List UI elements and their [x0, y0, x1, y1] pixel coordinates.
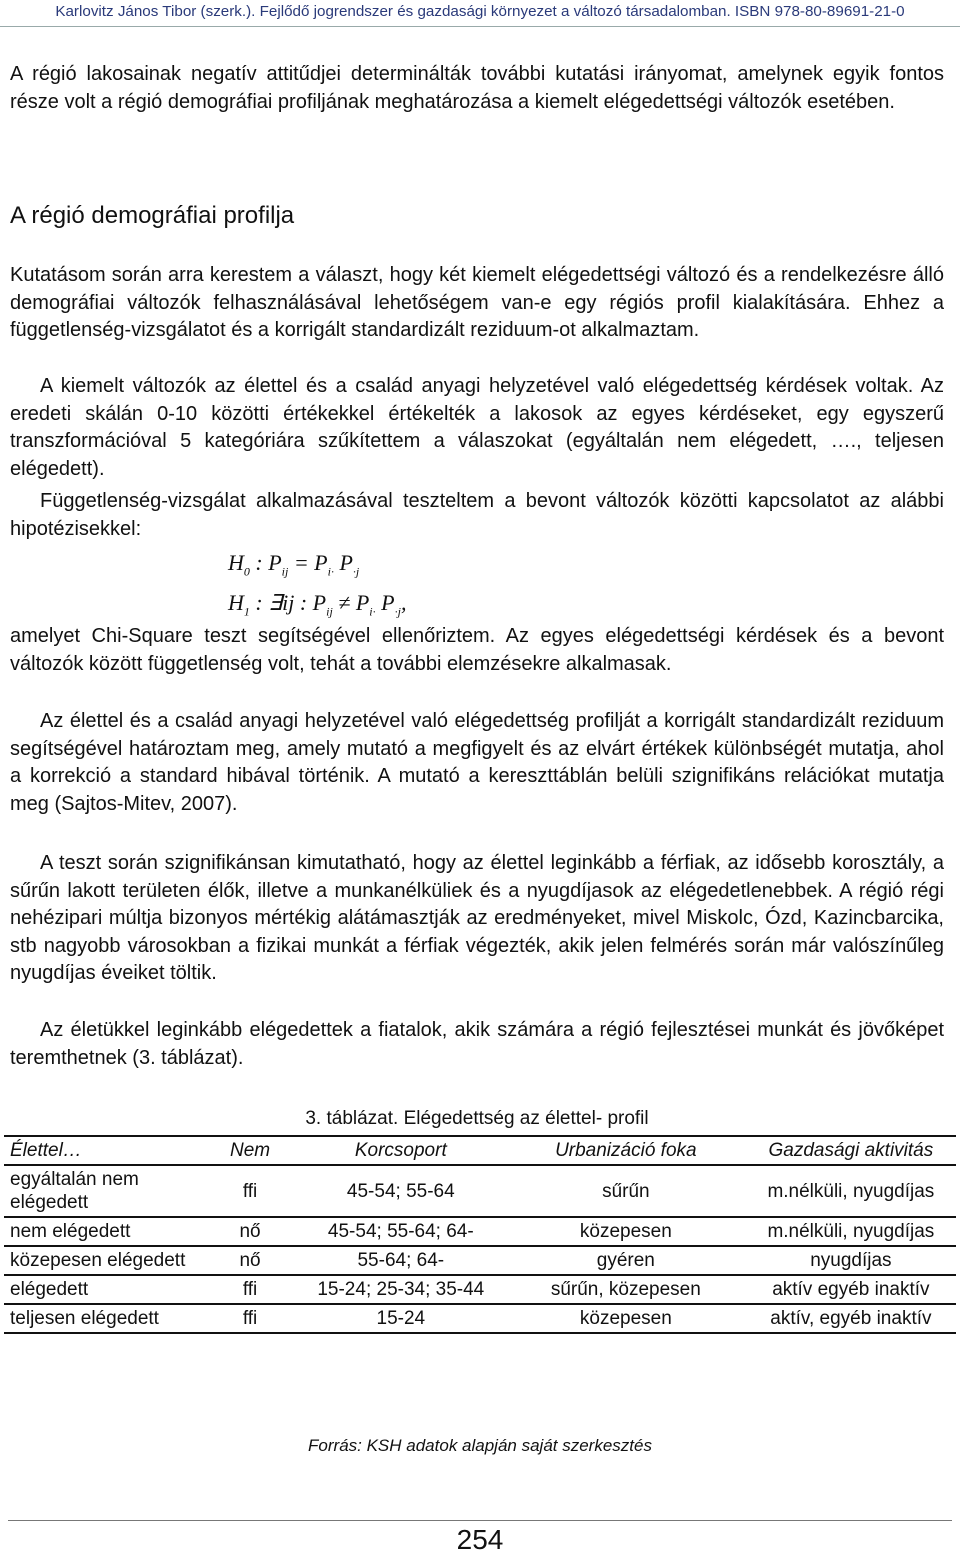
table-row: teljesen elégedett ffi 15-24 közepesen aktív, egyéb inaktív: [4, 1304, 956, 1333]
paragraph-6: A teszt során szignifikánsan kimutatható, hogy az élettel leginkább a férfiak, az idősebb korosztály, a sűrűn lakott területen élők, illetve a munkanélküliek és a nyugdíjasok az elégedetlenebbek. A régió régi nehézipari múltja bizonyos mértékig alátámasztják az eredményeket, mivel Miskolc, Ózd, Kazincbarcika, stb nagyobb városokban a fizikai munkát a férfiak végezték, akik jelen felmérés során már valószínűleg nyugdíjas éveiket töltik.: [10, 852, 944, 984]
paragraph-1: Kutatásom során arra kerestem a választ, hogy két kiemelt elégedettségi változó és a rendelkezésre álló demográfiai változók felhasználásával lehetőségem van-e egy régiós profil kialakítására. Ehhez a függetlenség-vizsgálatot és a korrigált standardizált reziduum-ot alkalmaztam.: [10, 264, 944, 341]
header-korcsoport: Korcsoport: [354, 1140, 447, 1161]
hypothesis-h0: $H_0$ : $P_{ij} = P_{i\cdot}$ $P_{\cdot j}$: [228, 550, 360, 579]
paragraph-5: Az élettel és a család anyagi helyzetével való elégedettség profilját a korrigált standardizált reziduum segítségével határoztam meg, amely mutató a megfigyelt és az elvárt értékek különbségét mutatja, ahol a korrekció a standard hibával történik. A mutató a kereszttáblán belüli szignifikáns relációkat mutatja meg (Sajtos-Mitev, 2007).: [10, 710, 944, 815]
hypothesis-h1: $H_1$ : ∃ij : $P_{ij} \ne P_{i\cdot}$ $P_{\cdot j}$,: [228, 590, 407, 619]
section-title: A régió demográfiai profilja: [10, 202, 295, 229]
header-nem: Nem: [229, 1140, 271, 1161]
paragraph-4: amelyet Chi-Square teszt segítségével ellenőriztem. Az egyes elégedettségi kérdések és a bevont változók között függetlenség volt, tehát a további elemzésekre alkalmasak.: [10, 625, 944, 675]
paragraph-3: Függetlenség-vizsgálat alkalmazásával teszteltem a bevont változók közötti kapcsolatot az alábbi hipotézisekkel:: [10, 490, 944, 540]
paragraph-7: Az életükkel leginkább elégedettek a fiatalok, akik számára a régió fejlesztései munkát és jövőképet teremthetnek (3. táblázat).: [10, 1019, 944, 1069]
header-elettel: Élettel…: [10, 1140, 82, 1161]
header-gazdasagi-aktivitas: Gazdasági aktivitás: [768, 1140, 934, 1161]
footer-divider: [8, 1520, 952, 1521]
table-row: elégedett ffi 15-24; 25-34; 35-44 sűrűn, közepesen aktív egyéb inaktív: [4, 1275, 956, 1304]
profile-table: [4, 1135, 956, 1334]
table-caption: 3. táblázat. Elégedettség az élettel- profil: [305, 1108, 649, 1129]
table-row: közepesen elégedett nő 55-64; 64- gyéren nyugdíjas: [4, 1246, 956, 1275]
header-urbanizacio: Urbanizáció foka: [555, 1140, 697, 1161]
table-source: Forrás: KSH adatok alapján saját szerkesztés: [308, 1436, 652, 1455]
table-row: nem elégedett nő 45-54; 55-64; 64- közepesen m.nélküli, nyugdíjas: [4, 1217, 956, 1246]
intro-paragraph: A régió lakosainak negatív attitűdjei determinálták további kutatási irányomat, amelynek egyik fontos része volt a régió demográfiai profiljának meghatározása a kiemelt elégedettségi változók esetében.: [10, 63, 944, 113]
page-number: 254: [456, 1524, 504, 1555]
table-header-row: [4, 1136, 956, 1165]
running-header: Karlovitz János Tibor (szerk.). Fejlődő jogrendszer és gazdasági környezet a változó társadalomban. ISBN 978-80-89691-21-0: [0, 0, 960, 27]
table-row: egyáltalán nem elégedett ffi 45-54; 55-64 sűrűn m.nélküli, nyugdíjas: [4, 1165, 956, 1217]
paragraph-2: A kiemelt változók az élettel és a család anyagi helyzetével való elégedettség kérdések voltak. Az eredeti skálán 0-10 közötti értékekkel értékelték a lakosok az egyes kérdéseket, egy egyszerű transzformációval 5 kategóriára szűkítettem a válaszokat (egyáltalán nem elégedett, …., teljesen elégedett).: [10, 375, 944, 480]
